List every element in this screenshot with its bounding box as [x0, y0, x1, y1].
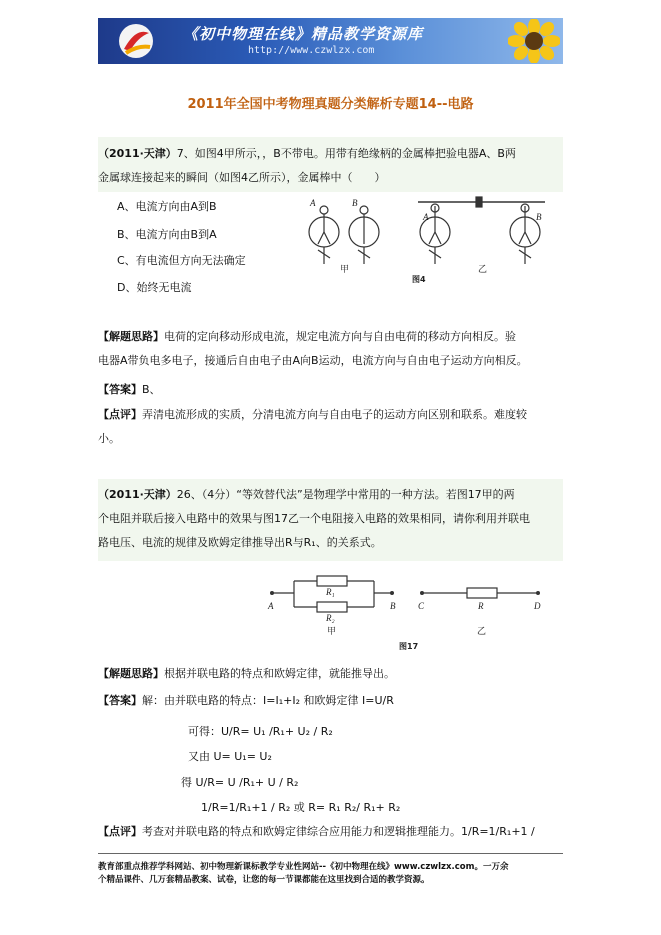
- question-2-stem-line1: 26、（4分）“等效替代法”是物理学中常用的一种方法。若图17甲的两: [176, 488, 515, 501]
- question-1-stem: [98, 142, 563, 190]
- fig4-label-a: A: [310, 198, 316, 208]
- fig17-caption: 图17: [399, 642, 419, 651]
- footer-line2: 个精品课件、几万套精品教案、试卷，让您的每一节课都能在这里找到合适的教学资源。: [98, 875, 430, 885]
- fig17-label-r2: R₂: [326, 613, 335, 623]
- q1-comment-tag: 【点评】: [98, 408, 142, 421]
- page-footer: [98, 861, 578, 887]
- footer-line1: 教育部重点推荐学科网站、初中物理新课标教学专业性网站--《初中物理在线》www.czwlzx.com。一万余: [98, 862, 509, 872]
- question-1-comment: [98, 403, 563, 451]
- q2-step-1: 可得：U/R= U₁ /R₁+ U₂ / R₂: [188, 725, 333, 738]
- question-2-analysis: [98, 662, 563, 686]
- fig17-label-r1: R₁: [326, 587, 335, 597]
- question-2-stem: [98, 483, 563, 555]
- figure-17-circuits: [262, 571, 552, 653]
- fig17-label-jia: 甲: [327, 627, 337, 637]
- document-title: 2011年全国中考物理真题分类解析专题14--电路: [187, 97, 474, 112]
- fig17-label-a: A: [268, 601, 274, 611]
- question-2-stem-line3: 路电压、电流的规律及欧姆定律推导出R与R₁、的关系式。: [98, 536, 382, 549]
- q2-answer-intro: 解：由并联电路的特点：I=I₁+I₂ 和欧姆定律 I=U/R: [142, 694, 394, 707]
- question-1-stem-line1: 7、如图4甲所示，，B不带电。用带有绝缘柄的金属棒把验电器A、B两: [176, 147, 516, 160]
- q2-step-3: 得 U/R= U /R₁+ U / R₂: [181, 776, 299, 789]
- q2-comment-tag: 【点评】: [98, 825, 142, 838]
- q2-analysis-tag: 【解题思路】: [98, 667, 164, 680]
- question-2-stem-line2: 个电阻并联后接入电路中的效果与图17乙一个电阻接入电路的效果相同，请你利用并联电: [98, 512, 530, 525]
- question-2-comment: [98, 820, 563, 844]
- figure-4-electroscopes: [300, 192, 560, 286]
- header-banner: [98, 18, 563, 64]
- fig4-label-b2: B: [536, 212, 542, 222]
- banner-url[interactable]: http://www.czwlzx.com: [248, 45, 375, 56]
- question-1-analysis: [98, 325, 563, 373]
- q2-answer-tag: 【答案】: [98, 694, 142, 707]
- footer-divider: [98, 853, 563, 854]
- question-1-stem-line2: 金属球连接起来的瞬间（如图4乙所示），金属棒中（ ）: [98, 171, 386, 184]
- fig17-label-r: R: [478, 601, 484, 611]
- fig4-label-jia: 甲: [340, 265, 350, 275]
- question-1-answer: [98, 378, 563, 402]
- fig17-label-yi: 乙: [477, 627, 487, 637]
- q2-analysis-text: 根据并联电路的特点和欧姆定律，就能推导出。: [164, 667, 395, 680]
- fig17-label-c: C: [418, 601, 425, 611]
- q2-comment-text: 考查对并联电路的特点和欧姆定律综合应用能力和逻辑推理能力。1/R=1/R₁+1 /: [142, 825, 535, 838]
- question-2-answer: [98, 689, 563, 713]
- q1-comment-line1: 弄清电流形成的实质，分清电流方向与自由电子的运动方向区别和联系。难度较: [142, 408, 527, 421]
- fig17-label-b: B: [390, 601, 396, 611]
- question-1-source: （2011·天津）: [98, 147, 177, 160]
- option-b: B、电流方向由B到A: [117, 228, 217, 241]
- q1-analysis-tag: 【解题思路】: [98, 330, 164, 343]
- fig4-label-yi: 乙: [478, 265, 488, 275]
- q1-analysis-line2: 电器A带负电多电子，接通后自由电子由A向B运动，电流方向与自由电子运动方向相反。: [98, 354, 528, 367]
- site-logo-icon: [116, 21, 156, 61]
- q2-step-2: 又由 U= U₁= U₂: [188, 750, 272, 763]
- banner-title: 《初中物理在线》精品教学资源库: [183, 25, 424, 43]
- fig4-label-b: B: [352, 198, 358, 208]
- option-a: A、电流方向由A到B: [117, 200, 217, 213]
- option-c: C、有电流但方向无法确定: [117, 254, 246, 267]
- option-d: D、始终无电流: [117, 281, 192, 294]
- fig4-label-a2: A: [423, 212, 429, 222]
- question-2-source: （2011·天津）: [98, 488, 177, 501]
- fig17-label-d: D: [534, 601, 541, 611]
- q1-analysis-line1: 电荷的定向移动形成电流，规定电流方向与自由电荷的移动方向相反。验: [164, 330, 516, 343]
- q1-answer-tag: 【答案】: [98, 383, 142, 396]
- fig4-caption: 图4: [412, 275, 426, 284]
- q1-answer-value: B、: [142, 383, 161, 396]
- sunflower-icon: [508, 19, 560, 63]
- q2-step-4: 1/R=1/R₁+1 / R₂ 或 R= R₁ R₂/ R₁+ R₂: [201, 801, 401, 814]
- q1-comment-line2: 小。: [98, 432, 120, 445]
